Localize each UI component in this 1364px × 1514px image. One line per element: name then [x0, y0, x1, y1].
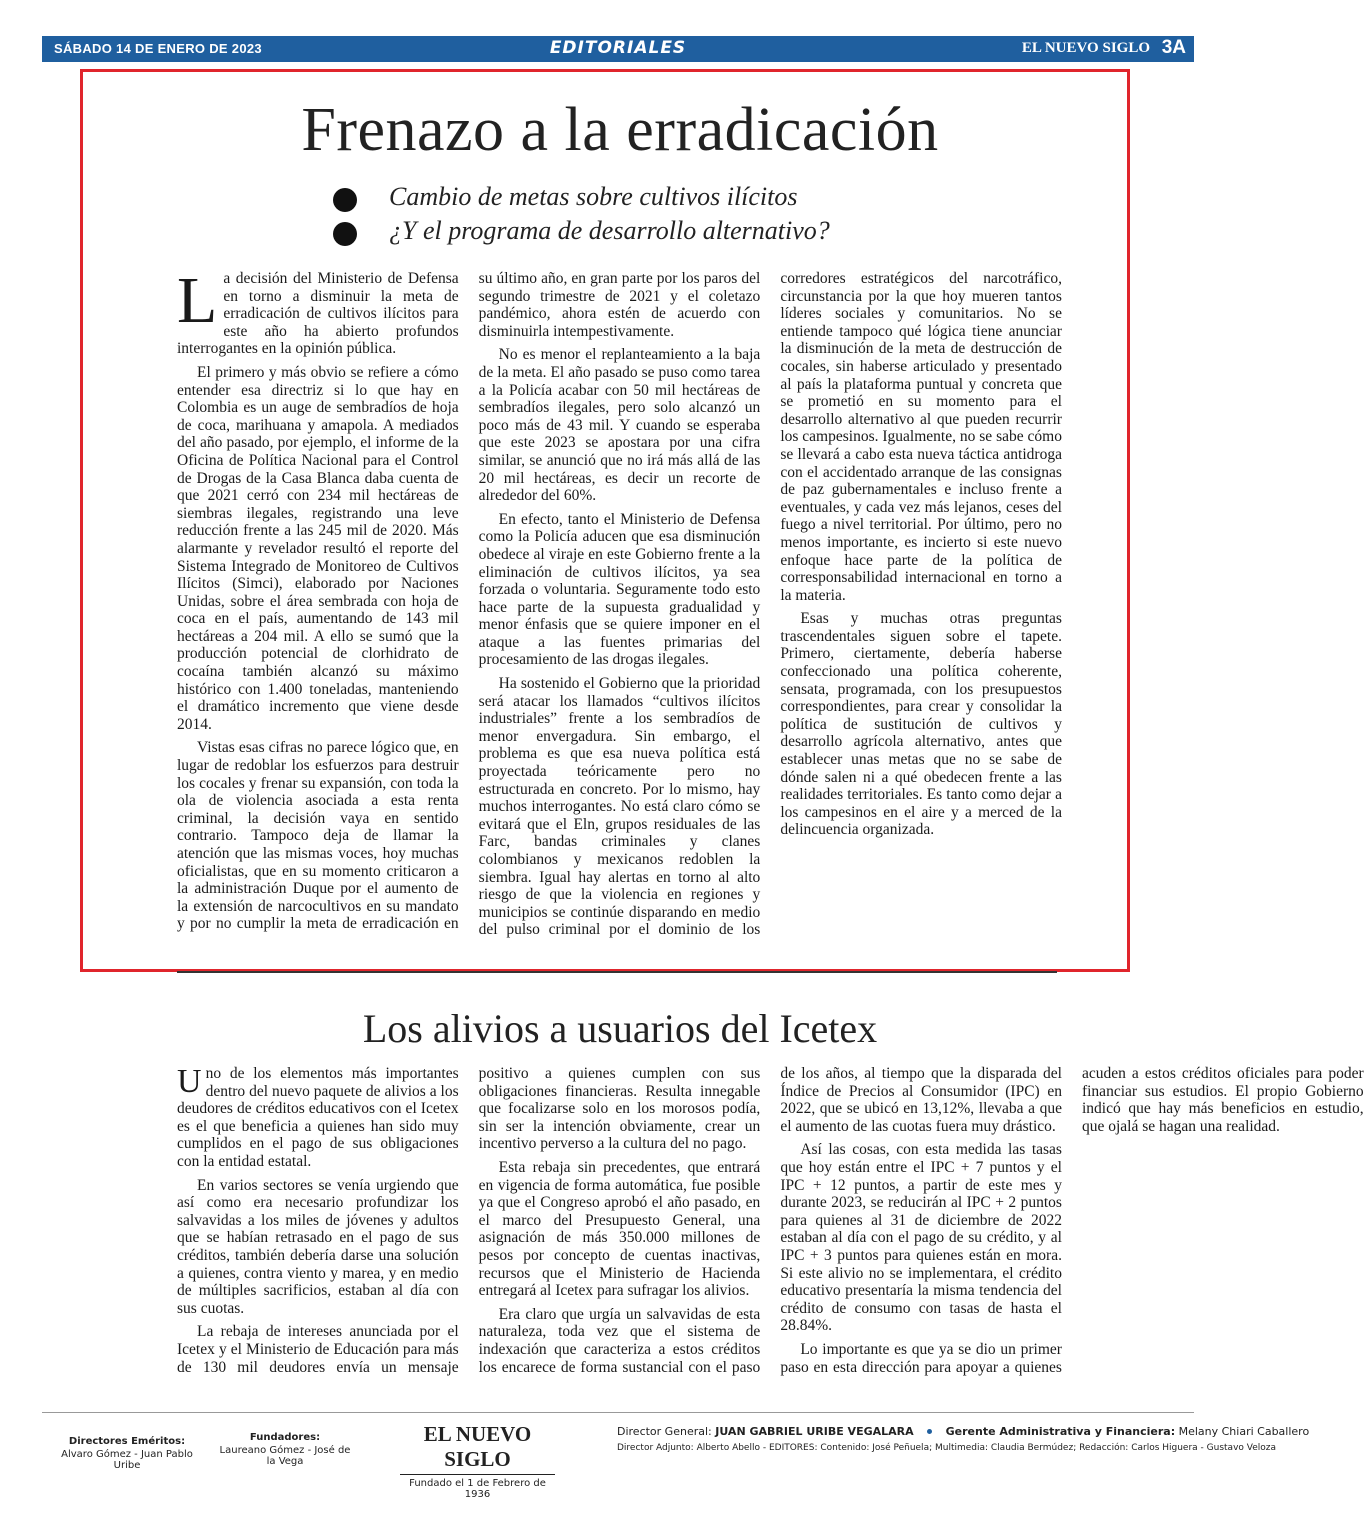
masthead-name: EL NUEVO SIGLO	[1021, 40, 1150, 56]
directores-names: Alvaro Gómez - Juan Pablo Uribe	[61, 1449, 193, 1471]
editorial-2-body	[177, 1063, 1364, 1385]
director-general-name: JUAN GABRIEL URIBE VEGALARA	[715, 1425, 914, 1438]
body-paragraph: No es menor el replanteamiento a la baja de la meta. El año pasado se puso como tarea a la Policía acabar con 50 mil hectáreas de sembradíos ilegales, pero solo alcanzó un poco más de 43 mil. Y cuando se esperaba que este 2023 se apostara por una cifra similar, se anunció que no irá más allá de las 20 mil hectáreas, es decir un recorte de alrededor del 60%.	[478, 346, 761, 505]
fundadores-names: Laureano Gómez - José de la Vega	[219, 1445, 351, 1467]
drop-cap: U	[177, 1063, 202, 1100]
bullet-icon	[333, 188, 357, 212]
body-paragraph: Ha sostenido el Gobierno que la prioridad será atacar los llamados “cultivos ilícitos industriales” frente a los sembradíos de menor envergadura. Sin embargo, el problema es que esa nueva política está proyectada teóricamente pero no estructurada en concreto. Por lo mismo, hay muchos interrogantes. No está claro cómo se evitará que el Eln, grupos residuales de las Farc, bandas criminales y clanes colombianos y mexicanos redoblen la siembra. Igual hay alertas en torno al alto riesgo de que la violencia en regiones y municipios se continúe disparando en medio del pulso criminal por el dominio de los corredores estratégicos del narcotráfico, circunstancia por la que hoy mueren tantos líderes sociales y comunitarios. No se entiende tampoco qué lógica tiene anunciar la disminución de la meta de destrucción de cocales, sin haberse articulado y presentado al país la plataforma puntual y concreta que se prometió en su momento para el desarrollo alternativo al que pueden recurrir los campesinos. Igualmente, no se sabe cómo se llevará a cabo esta nueva táctica antidroga con el accidentado arranque de las consignas de paz gubernamentales e incluso frente a eventuales, y cada vez más lejanos, ceses del fuego a nivel territorial. Por último, pero no menos importante, es incierto si este nuevo enfoque hace parte de la política de corresponsabilidad internacional en torno a la materia.	[478, 270, 1062, 939]
body-paragraph: Esta rebaja sin precedentes, que entrará en vigencia de forma automática, fue posible ya que el Congreso aprobó el año pasado, en el marco del Presupuesto General, una asignación de más 350.000 millones de pesos por concepto de cuentas inactivas, recursos que el Ministerio de Hacienda entregará al Icetex para sufragar los alivios.	[478, 1158, 761, 1300]
body-paragraph: Vistas esas cifras no parece lógico que, en lugar de redoblar los esfuerzos para destruir los cocales y frenar su expansión, con toda la ola de violencia asociada a esta renta criminal, la decisión vaya en sentido contrario. Tampoco deja de llamar la atención que las mismas voces, hoy muchas oficialistas, que en su momento criticaron a la administración Duque por el aumento de la extensión de narcocultivos en su mandato y por no cumplir la meta de erradicación en su último año, en gran parte por los paros del segundo trimestre de 2021 y el coletazo pandémico, ahora estén de acuerdo con disminuirla intempestivamente.	[177, 270, 761, 933]
staff-line-2: Director Adjunto: Alberto Abello - EDITORES: Contenido: José Peñuela; Multimedia: Claudia Bermúdez; Redacción: Carlos Higuera - Gustavo Veloza	[617, 1443, 1277, 1453]
footer-logo	[400, 1422, 555, 1500]
editorial-1-title: Frenazo a la erradicación	[301, 96, 939, 164]
subhead-text: ¿Y el programa de desarrollo alternativo?	[389, 216, 830, 245]
drop-cap: L	[177, 264, 218, 337]
gerente-name: Melany Chiari Caballero	[1178, 1425, 1310, 1438]
paragraph-text: a decisión del Ministerio de Defensa en torno a disminuir la meta de erradicación de cultivos ilícitos para este año ha abierto profundos interrogantes en la opinión pública.	[177, 270, 459, 358]
editorial-2-title: Los alivios a usuarios del Icetex	[362, 1006, 878, 1051]
footer-rule	[42, 1412, 1194, 1413]
gerente-label: Gerente Administrativa y Financiera:	[945, 1425, 1176, 1438]
body-paragraph: Así las cosas, con esta medida las tasas que hoy están entre el IPC + 7 puntos y el IPC + 12 puntos, a partir de este mes y durante 2023, se reducirán al IPC + 2 puntos para quienes al 31 de diciembre de 2022 estaban al día con el pago de su crédito, y al IPC + 3 puntos para quienes están en mora. Si este alivio no se implementara, el crédito educativo presentaría la misma tendencia del crédito de consumo con tasas de hasta el 28.84%.	[780, 1141, 1062, 1335]
body-paragraph: En varios sectores se venía urgiendo que así como era necesario profundizar los salvavidas a los miles de jóvenes y adultos que se habían retrasado en el pago de sus créditos, también debería darse una solución a quienes, contra viento y marea, y en medio de múltiples sacrificios, estaban al día con sus cuotas.	[177, 1176, 459, 1317]
bullet-icon	[333, 222, 357, 246]
footer-staff	[617, 1425, 1310, 1453]
page-number: 3A	[1161, 37, 1186, 58]
body-paragraph: Esas y muchas otras preguntas trascendentales siguen sobre el tapete. Primero, ciertamente, debería haberse confeccionado una política coherente, sensata, programada, con los presupuestos correspondientes, para crear y consolidar la política de sustitución de cultivos y desarrollo agrícola alternativo, antes que establecer unas metas que no se sabe de dónde salen ni a qué obedecen frente a las realidades territoriales. Es tanto como dejar a los campesinos en el aire y a merced de la delincuencia organizada.	[780, 610, 1062, 839]
section-divider	[177, 971, 1057, 973]
body-paragraph	[177, 264, 459, 358]
page-header-bar	[42, 36, 1194, 62]
issue-date: SÁBADO 14 DE ENERO DE 2023	[54, 41, 262, 56]
body-paragraph: El primero y más obvio se refiere a cómo entender esa directriz si lo que hay en Colombia es un auge de sembradíos de hoja de coca, marihuana y amapola. A mediados del año pasado, por ejemplo, el informe de la Oficina de Política Nacional para el Control de Drogas de la Casa Blanca daba cuenta de que 2021 cerró con 234 mil hectáreas de siembras ilegales, registrando una leve reducción frente a las 245 mil de 2020. Más alarmante y revelador resultó el reporte del Sistema Integrado de Monitoreo de Cultivos Ilícitos (Simci), elaborado por Naciones Unidas, sobre el área sembrada con hoja de coca en el país, aumentando de 143 mil hectáreas a 204 mil. A ello se sumó que la producción potencial de clorhidrato de cocaína también alcanzó su máximo histórico con 1.400 toneladas, manteniendo el dramático incremento que viene desde 2014.	[177, 363, 459, 733]
footer-directores	[52, 1436, 202, 1471]
newspaper-logo: EL NUEVO SIGLO	[400, 1422, 555, 1475]
founded-date: Fundado el 1 de Febrero de 1936	[409, 1478, 546, 1500]
section-title: EDITORIALES	[549, 38, 687, 58]
director-general-label: Director General:	[617, 1425, 712, 1438]
staff-line-1	[617, 1425, 1310, 1438]
subhead-text: Cambio de metas sobre cultivos ilícitos	[389, 182, 798, 211]
footer-fundadores	[215, 1432, 355, 1467]
body-paragraph: En efecto, tanto el Ministerio de Defensa como la Policía aducen que esa disminución obedece al viraje en este Gobierno frente a la eliminación de cultivos ilícitos, ya sea forzada o voluntaria. Seguramente todo esto hace parte de la supuesta gradualidad y menor énfasis que se quiere imponer en el ataque a las fuentes primarias del procesamiento de las drogas ilegales.	[478, 510, 761, 669]
editorial-1-body	[177, 264, 1062, 940]
body-paragraph: Lo importante es que ya se dio un primer paso en esta dirección para apoyar a quienes acuden a estos créditos oficiales para poder financiar sus estudios. El propio Gobierno indicó que hay más beneficios en estudio, que ojalá se hagan una realidad.	[780, 1065, 1364, 1376]
paragraph-text: no de los elementos más importantes dentro del nuevo paquete de alivios a los deudores de créditos educativos con el Icetex es el que beneficia a quienes han sido muy cumplidos en el pago de sus obligaciones con la entidad estatal.	[177, 1065, 459, 1170]
body-paragraph: Era claro que urgía un salvavidas de esta naturaleza, toda vez que el sistema de indexación que caracteriza a estos créditos los encarece de forma sustancial con el paso de los años, al tiempo que la disparada del Índice de Precios al Consumidor (IPC) en 2022, que se ubicó en 13,12%, llevaba a que el aumento de las cuotas fuera muy drástico.	[478, 1065, 1062, 1376]
body-paragraph	[177, 1065, 459, 1171]
body-paragraph: La rebaja de intereses anunciada por el Icetex y el Ministerio de Educación para más de 130 mil deudores envía un mensaje positivo a quienes cumplen con sus obligaciones financieras. Resulta innegable que focalizarse solo en los morosos podía, sin ser la intención obviamente, crear un incentivo perverso a la cultura del no pago.	[177, 1065, 761, 1376]
fundadores-label: Fundadores:	[249, 1432, 321, 1443]
separator-dot-icon	[927, 1429, 932, 1434]
directores-label: Directores Eméritos:	[68, 1436, 186, 1447]
